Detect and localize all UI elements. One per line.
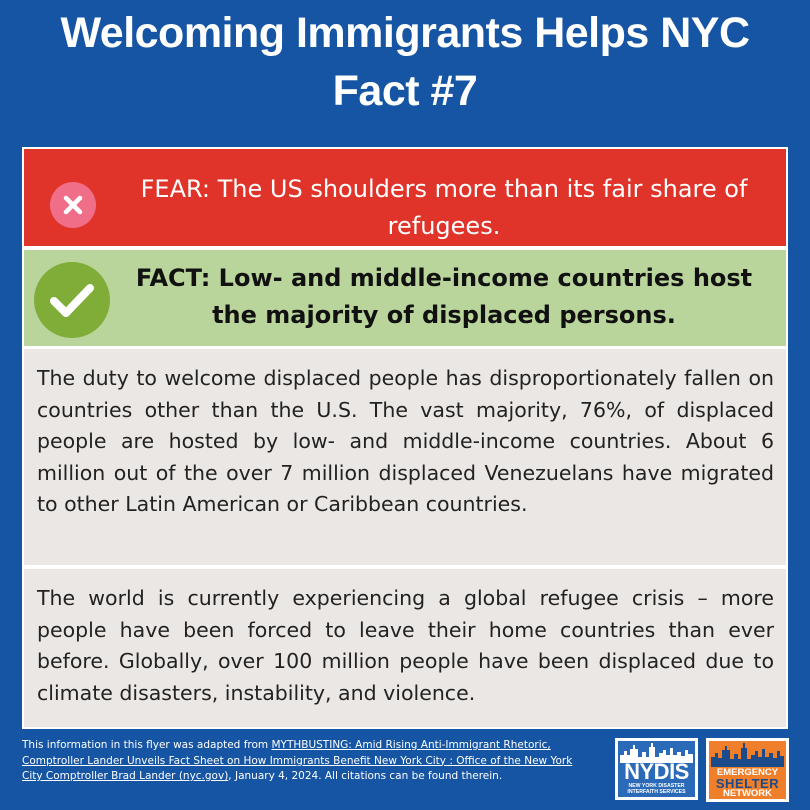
fact-banner (24, 250, 786, 346)
fact-card (22, 147, 788, 729)
skyline-icon (709, 741, 786, 767)
source-link[interactable]: MYTHBUSTING: Amid Rising Anti-Immigrant Rhetoric, Comptroller Lander Unveils Fact Sheet on How Immigrants Benefit New York City : Office of the New York City Comptroller Brad Lander (nyc.gov) (22, 739, 573, 782)
page-title (0, 4, 810, 120)
source-footer (22, 738, 587, 785)
body-section-1 (24, 349, 786, 565)
esn-line-1: EMERGENCY (716, 767, 779, 778)
title-line-2: Fact #7 (332, 67, 478, 115)
emergency-shelter-network-logo (706, 738, 789, 802)
esn-line-3: NETWORK (722, 788, 773, 799)
check-icon (34, 262, 110, 338)
fear-statement: FEAR: The US shoulders more than its fair share of refugees. (140, 175, 748, 240)
title-line-1: Welcoming Immigrants Helps NYC (60, 9, 750, 57)
x-icon (50, 182, 96, 228)
footer-suffix: , January 4, 2024. All citations can be found therein. (228, 770, 503, 782)
fact-statement: FACT: Low- and middle-income countries host the majority of displaced persons. (135, 264, 753, 329)
fear-banner (24, 149, 786, 246)
esn-line-2: SHELTER (715, 776, 780, 791)
nydis-logo (615, 738, 698, 800)
body-paragraph-2: The world is currently experiencing a global refugee crisis – more people have been forced to leave their home countries than ever before. Globally, over 100 million people have been displaced due to climate disasters, instability, and violence. (37, 586, 774, 705)
body-section-2 (24, 569, 786, 727)
nydis-subtitle: NEW YORK DISASTER INTERFAITH SERVICES (627, 783, 686, 795)
body-paragraph-1: The duty to welcome displaced people has disproportionately fallen on countries other than the U.S. The vast majority, 76%, of displaced people are hosted by low- and middle-income countries. About 6 million out of the over 7 million displaced Venezuelans have migrated to other Latin American or Caribbean countries. (37, 366, 774, 516)
footer-prefix: This information in this flyer was adapted from (22, 739, 272, 751)
nydis-wordmark: NYDIS (624, 759, 689, 784)
